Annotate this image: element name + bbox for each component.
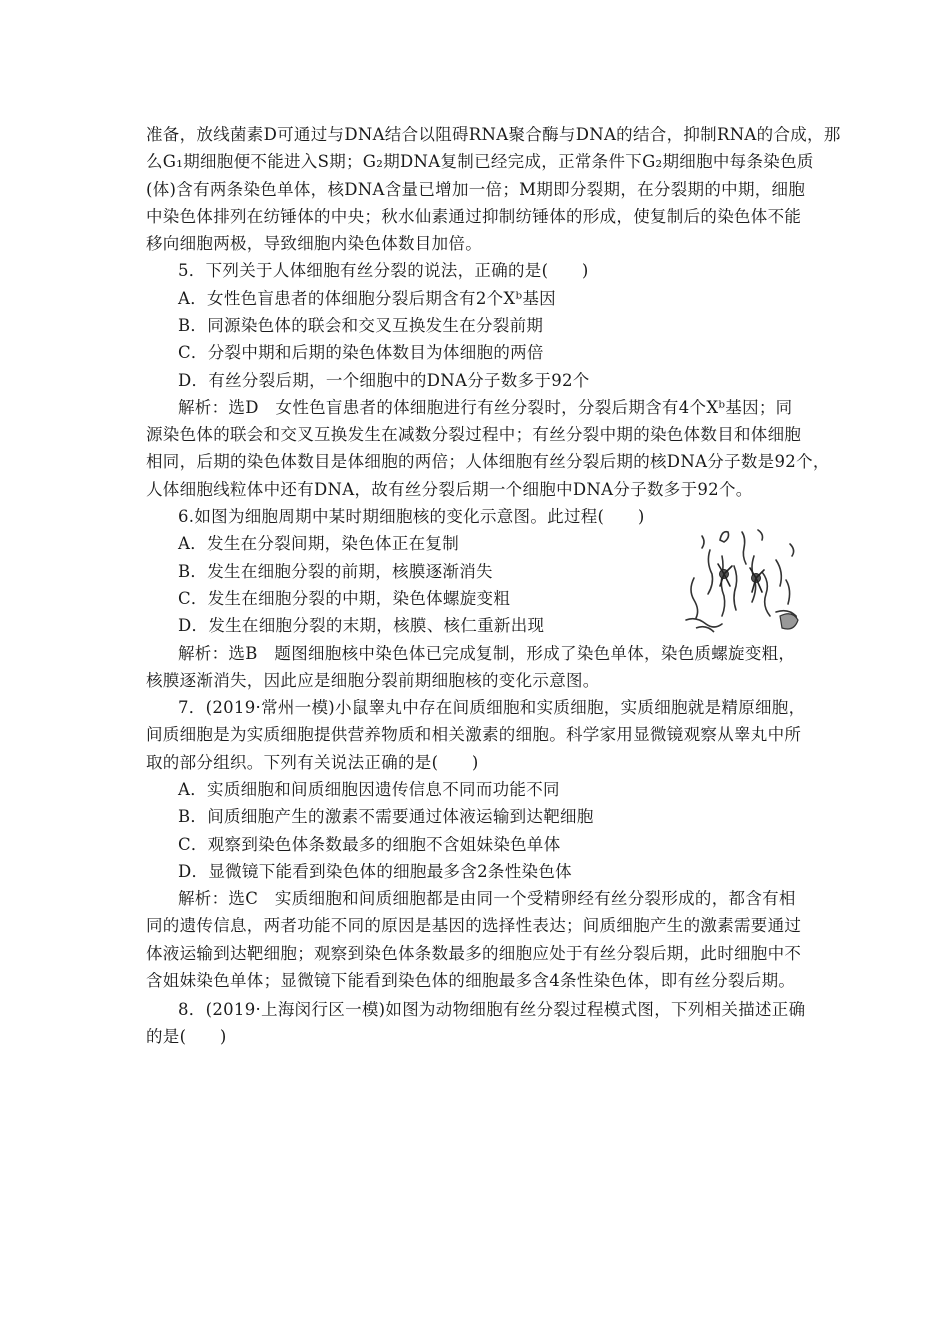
text-line: 间质细胞是为实质细胞提供营养物质和相关激素的细胞。科学家用显微镜观察从睾丸中所	[146, 725, 802, 744]
text-line: 核膜逐渐消失，因此应是细胞分裂前期细胞核的变化示意图。	[146, 671, 600, 690]
text-line: 相同，后期的染色体数目是体细胞的两倍；人体细胞有丝分裂后期的核DNA分子数是92个，	[146, 452, 830, 471]
text-line: 么G₁期细胞便不能进入S期；G₂期DNA复制已经完成，正常条件下G₂期细胞中每条染色质	[146, 152, 814, 171]
question-7-option-d: D．显微镜下能看到染色体的细胞最多含2条性染色体	[178, 862, 572, 881]
question-5-option-c: C．分裂中期和后期的染色体数目为体细胞的两倍	[178, 343, 544, 362]
question-6-option-a: A．发生在分裂间期，染色体正在复制	[178, 534, 460, 553]
question-6-option-c: C．发生在细胞分裂的中期，染色体螺旋变粗	[178, 589, 511, 608]
question-6-stem: 6.如图为细胞周期中某时期细胞核的变化示意图。此过程( )	[178, 507, 645, 526]
text-line: 中染色体排列在纺锤体的中央；秋水仙素通过抑制纺锤体的形成，使复制后的染色体不能	[146, 207, 802, 226]
question-7-stem: 7．(2019·常州一模)小鼠睾丸中存在间质细胞和实质细胞，实质细胞就是精原细胞，	[178, 698, 806, 717]
text-line: 源染色体的联会和交叉互换发生在减数分裂过程中；有丝分裂中期的染色体数目和体细胞	[146, 425, 802, 444]
question-6-option-b: B．发生在细胞分裂的前期，核膜逐渐消失	[178, 562, 493, 581]
question-7-analysis: 解析：选C 实质细胞和间质细胞都是由同一个受精卵经有丝分裂形成的，都含有相	[178, 889, 796, 908]
question-5-stem: 5．下列关于人体细胞有丝分裂的说法，正确的是( )	[178, 261, 589, 280]
question-5-option-a: A．女性色盲患者的体细胞分裂后期含有2个Xᵇ基因	[178, 289, 556, 308]
question-5-option-d: D．有丝分裂后期，一个细胞中的DNA分子数多于92个	[178, 371, 590, 390]
question-5-option-b: B．同源染色体的联会和交叉互换发生在分裂前期	[178, 316, 544, 335]
text-line: 人体细胞线粒体中还有DNA，故有丝分裂后期一个细胞中DNA分子数多于92个。	[146, 480, 753, 499]
question-7-option-c: C．观察到染色体条数最多的细胞不含姐妹染色单体	[178, 835, 561, 854]
text-line: 同的遗传信息，两者功能不同的原因是基因的选择性表达；间质细胞产生的激素需要通过	[146, 916, 802, 935]
text-line: (体)含有两条染色单体，核DNA含量已增加一倍；M期即分裂期，在分裂期的中期，细胞	[146, 180, 806, 199]
text-line: 的是( )	[146, 1027, 227, 1046]
question-8-stem: 8．(2019·上海闵行区一模)如图为动物细胞有丝分裂过程模式图，下列相关描述正确	[178, 1000, 806, 1019]
question-6-option-d: D．发生在细胞分裂的末期，核膜、核仁重新出现	[178, 616, 545, 635]
text-line: 体液运输到达靶细胞；观察到染色体条数最多的细胞应处于有丝分裂后期，此时细胞中不	[146, 944, 802, 963]
text-line: 准备，放线菌素D可通过与DNA结合以阻碍RNA聚合酶与DNA的结合，抑制RNA的合成，那	[146, 125, 841, 144]
text-line: 移向细胞两极，导致细胞内染色体数目加倍。	[146, 234, 482, 253]
question-5-analysis: 解析：选D 女性色盲患者的体细胞进行有丝分裂时，分裂后期含有4个Xᵇ基因；同	[178, 398, 793, 417]
question-7-option-b: B．间质细胞产生的激素不需要通过体液运输到达靶细胞	[178, 807, 594, 826]
question-7-option-a: A．实质细胞和间质细胞因遗传信息不同而功能不同	[178, 780, 560, 799]
text-line: 取的部分组织。下列有关说法正确的是( )	[146, 753, 479, 772]
text-line: 含姐妹染色单体；显微镜下能看到染色体的细胞最多含4条性染色体，即有丝分裂后期。	[146, 971, 796, 990]
cell-nucleus-figure	[680, 520, 810, 645]
question-6-analysis: 解析：选B 题图细胞核中染色体已完成复制，形成了染色单体，染色质螺旋变粗，	[178, 644, 796, 663]
